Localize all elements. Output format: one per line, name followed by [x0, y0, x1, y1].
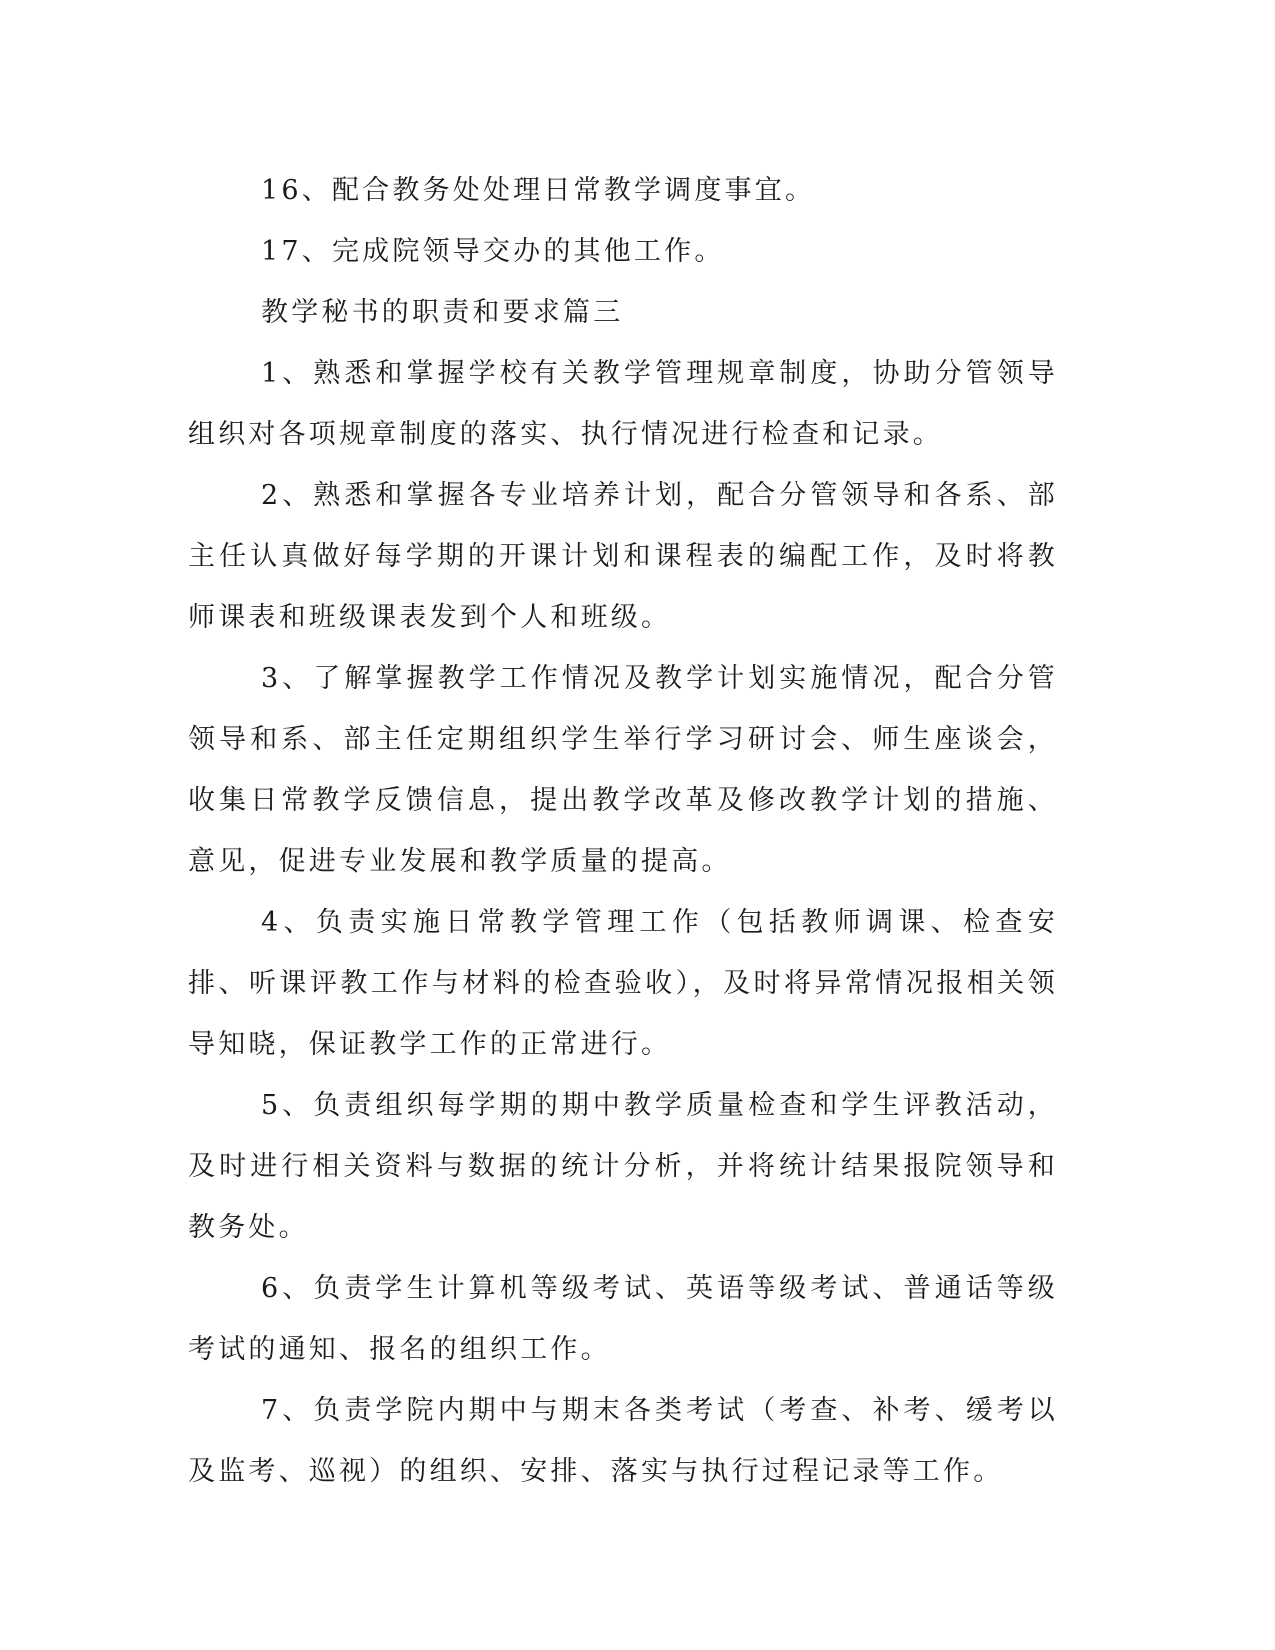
paragraph-6: 6、负责学生计算机等级考试、英语等级考试、普通话等级考试的通知、报名的组织工作。 [188, 1273, 1058, 1365]
paragraph-3: 3、了解掌握教学工作情况及教学计划实施情况，配合分管领导和系、部主任定期组织学生举行学习研讨会、师生座谈会，收集日常教学反馈信息，提出教学改革及修改教学计划的措施、意见，促进专业发展和教学质量的提高。 [188, 663, 1058, 877]
paragraph-4: 4、负责实施日常教学管理工作（包括教师调课、检查安排、听课评教工作与材料的检查验收），及时将异常情况报相关领导知晓，保证教学工作的正常进行。 [188, 907, 1058, 1060]
paragraph-7: 7、负责学院内期中与期末各类考试（考查、补考、缓考以及监考、巡视）的组织、安排、落实与执行过程记录等工作。 [188, 1395, 1058, 1487]
section-heading: 教学秘书的职责和要求篇三 [261, 297, 624, 328]
paragraph-5: 5、负责组织每学期的期中教学质量检查和学生评教活动，及时进行相关资料与数据的统计分析，并将统计结果报院领导和教务处。 [188, 1090, 1058, 1243]
paragraph-17: 17、完成院领导交办的其他工作。 [261, 236, 725, 267]
paragraph-1: 1、熟悉和掌握学校有关教学管理规章制度，协助分管领导组织对各项规章制度的落实、执行情况进行检查和记录。 [188, 358, 1058, 450]
paragraph-2: 2、熟悉和掌握各专业培养计划，配合分管领导和各系、部主任认真做好每学期的开课计划和课程表的编配工作，及时将教师课表和班级课表发到个人和班级。 [188, 480, 1058, 633]
paragraph-16: 16、配合教务处处理日常教学调度事宜。 [261, 175, 816, 206]
document-body [188, 160, 1058, 1502]
